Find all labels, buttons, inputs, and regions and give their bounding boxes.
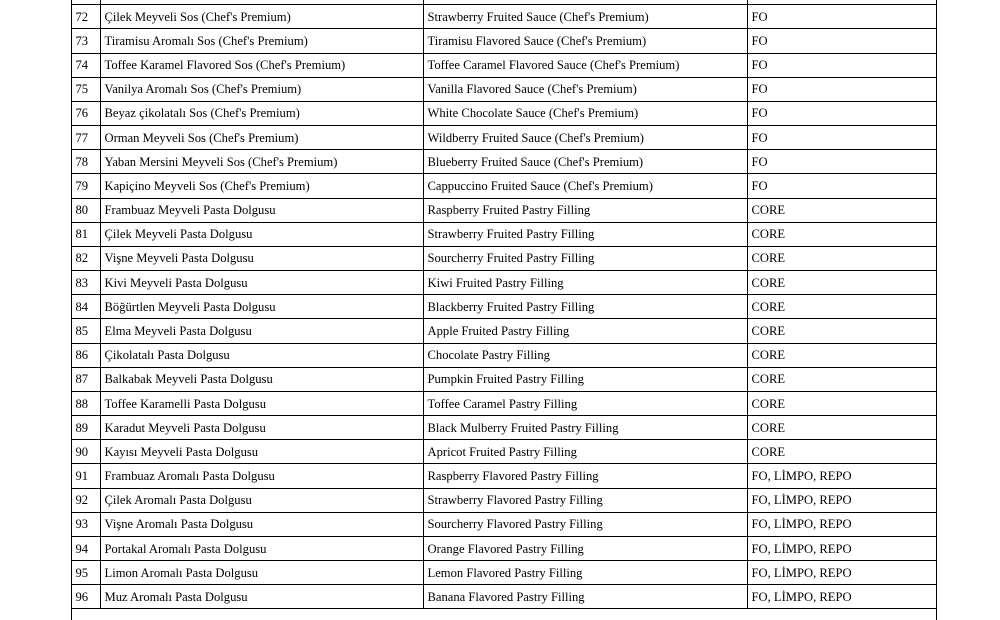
- row-number-cell: 74: [71, 53, 100, 77]
- product-table: [71, 0, 937, 609]
- row-number-cell: 78: [71, 150, 100, 174]
- table-row: [71, 150, 937, 174]
- english-name-cell: Banana Flavored Pastry Filling: [423, 585, 747, 609]
- row-number-cell: 90: [71, 440, 100, 464]
- table-row: [71, 319, 937, 343]
- table-row: [71, 271, 937, 295]
- category-code-cell: CORE: [747, 222, 937, 246]
- table-row: [71, 198, 937, 222]
- category-code-cell: CORE: [747, 198, 937, 222]
- category-code-cell: FO: [747, 150, 937, 174]
- english-name-cell: Toffee Caramel Flavored Sauce (Chef's Premium): [423, 53, 747, 77]
- english-name-cell: Apple Fruited Pastry Filling: [423, 319, 747, 343]
- english-name-cell: Wildberry Fruited Sauce (Chef's Premium): [423, 126, 747, 150]
- document-page: [71, 0, 937, 620]
- turkish-name-cell: Frambuaz Meyveli Pasta Dolgusu: [100, 198, 423, 222]
- category-code-cell: FO: [747, 101, 937, 125]
- turkish-name-cell: Toffee Karamel Flavored Sos (Chef's Premium): [100, 53, 423, 77]
- row-number-cell: 82: [71, 246, 100, 270]
- table-row: [71, 488, 937, 512]
- english-name-cell: Strawberry Fruited Pastry Filling: [423, 222, 747, 246]
- turkish-name-cell: Limon Aromalı Pasta Dolgusu: [100, 561, 423, 585]
- turkish-name-cell: Vanilya Aromalı Sos (Chef's Premium): [100, 77, 423, 101]
- table-row: [71, 585, 937, 609]
- table-row: [71, 126, 937, 150]
- english-name-cell: Black Mulberry Fruited Pastry Filling: [423, 416, 747, 440]
- row-number-cell: 93: [71, 512, 100, 536]
- turkish-name-cell: Balkabak Meyveli Pasta Dolgusu: [100, 367, 423, 391]
- table-row: [71, 222, 937, 246]
- turkish-name-cell: Muz Aromalı Pasta Dolgusu: [100, 585, 423, 609]
- table-row: [71, 295, 937, 319]
- category-code-cell: CORE: [747, 246, 937, 270]
- english-name-cell: Sourcherry Fruited Pastry Filling: [423, 246, 747, 270]
- turkish-name-cell: Elma Meyveli Pasta Dolgusu: [100, 319, 423, 343]
- turkish-name-cell: Yaban Mersini Meyveli Sos (Chef's Premium): [100, 150, 423, 174]
- table-row: [71, 464, 937, 488]
- table-row: [71, 101, 937, 125]
- table-row: [71, 29, 937, 53]
- english-name-cell: Toffee Caramel Pastry Filling: [423, 391, 747, 415]
- category-code-cell: FO: [747, 53, 937, 77]
- row-number-cell: 92: [71, 488, 100, 512]
- category-code-cell: FO: [747, 5, 937, 29]
- turkish-name-cell: Toffee Karamelli Pasta Dolgusu: [100, 391, 423, 415]
- row-number-cell: 75: [71, 77, 100, 101]
- table-row: [71, 77, 937, 101]
- row-number-cell: 79: [71, 174, 100, 198]
- category-code-cell: CORE: [747, 416, 937, 440]
- english-name-cell: Strawberry Flavored Pastry Filling: [423, 488, 747, 512]
- category-code-cell: FO, LİMPO, REPO: [747, 585, 937, 609]
- table-row: [71, 440, 937, 464]
- turkish-name-cell: Çikolatalı Pasta Dolgusu: [100, 343, 423, 367]
- english-name-cell: Lemon Flavored Pastry Filling: [423, 561, 747, 585]
- english-name-cell: Orange Flavored Pastry Filling: [423, 536, 747, 560]
- table-row: [71, 367, 937, 391]
- english-name-cell: Kiwi Fruited Pastry Filling: [423, 271, 747, 295]
- category-code-cell: FO, LİMPO, REPO: [747, 512, 937, 536]
- turkish-name-cell: Orman Meyveli Sos (Chef's Premium): [100, 126, 423, 150]
- turkish-name-cell: Kivi Meyveli Pasta Dolgusu: [100, 271, 423, 295]
- turkish-name-cell: Böğürtlen Meyveli Pasta Dolgusu: [100, 295, 423, 319]
- turkish-name-cell: Kapiçino Meyveli Sos (Chef's Premium): [100, 174, 423, 198]
- category-code-cell: FO: [747, 29, 937, 53]
- turkish-name-cell: Çilek Meyveli Pasta Dolgusu: [100, 222, 423, 246]
- category-code-cell: CORE: [747, 440, 937, 464]
- row-number-cell: 91: [71, 464, 100, 488]
- english-name-cell: Vanilla Flavored Sauce (Chef's Premium): [423, 77, 747, 101]
- row-number-cell: 77: [71, 126, 100, 150]
- english-name-cell: Cappuccino Fruited Sauce (Chef's Premium): [423, 174, 747, 198]
- english-name-cell: Apricot Fruited Pastry Filling: [423, 440, 747, 464]
- row-number-cell: 95: [71, 561, 100, 585]
- category-code-cell: CORE: [747, 343, 937, 367]
- turkish-name-cell: Kayısı Meyveli Pasta Dolgusu: [100, 440, 423, 464]
- row-number-cell: 72: [71, 5, 100, 29]
- table-row: [71, 391, 937, 415]
- table-row: [71, 53, 937, 77]
- row-number-cell: 80: [71, 198, 100, 222]
- table-row: [71, 246, 937, 270]
- english-name-cell: Pumpkin Fruited Pastry Filling: [423, 367, 747, 391]
- row-number-cell: 88: [71, 391, 100, 415]
- table-row: [71, 416, 937, 440]
- english-name-cell: Tiramisu Flavored Sauce (Chef's Premium): [423, 29, 747, 53]
- row-number-cell: 73: [71, 29, 100, 53]
- english-name-cell: Strawberry Fruited Sauce (Chef's Premium): [423, 5, 747, 29]
- turkish-name-cell: Çilek Aromalı Pasta Dolgusu: [100, 488, 423, 512]
- category-code-cell: FO, LİMPO, REPO: [747, 464, 937, 488]
- turkish-name-cell: Portakal Aromalı Pasta Dolgusu: [100, 536, 423, 560]
- english-name-cell: Raspberry Fruited Pastry Filling: [423, 198, 747, 222]
- english-name-cell: Raspberry Flavored Pastry Filling: [423, 464, 747, 488]
- category-code-cell: FO: [747, 77, 937, 101]
- row-number-cell: 84: [71, 295, 100, 319]
- english-name-cell: Blueberry Fruited Sauce (Chef's Premium): [423, 150, 747, 174]
- turkish-name-cell: Vişne Meyveli Pasta Dolgusu: [100, 246, 423, 270]
- row-number-cell: 83: [71, 271, 100, 295]
- table-row: [71, 5, 937, 29]
- row-number-cell: 89: [71, 416, 100, 440]
- category-code-cell: CORE: [747, 367, 937, 391]
- table-row: [71, 512, 937, 536]
- turkish-name-cell: Tiramisu Aromalı Sos (Chef's Premium): [100, 29, 423, 53]
- turkish-name-cell: Frambuaz Aromalı Pasta Dolgusu: [100, 464, 423, 488]
- turkish-name-cell: Karadut Meyveli Pasta Dolgusu: [100, 416, 423, 440]
- row-number-cell: 86: [71, 343, 100, 367]
- english-name-cell: Sourcherry Flavored Pastry Filling: [423, 512, 747, 536]
- turkish-name-cell: Vişne Aromalı Pasta Dolgusu: [100, 512, 423, 536]
- row-number-cell: 96: [71, 585, 100, 609]
- english-name-cell: Chocolate Pastry Filling: [423, 343, 747, 367]
- category-code-cell: FO: [747, 174, 937, 198]
- table-row: [71, 561, 937, 585]
- category-code-cell: FO: [747, 126, 937, 150]
- category-code-cell: FO, LİMPO, REPO: [747, 536, 937, 560]
- row-number-cell: 85: [71, 319, 100, 343]
- turkish-name-cell: Çilek Meyveli Sos (Chef's Premium): [100, 5, 423, 29]
- category-code-cell: CORE: [747, 271, 937, 295]
- category-code-cell: FO, LİMPO, REPO: [747, 561, 937, 585]
- category-code-cell: CORE: [747, 391, 937, 415]
- row-number-cell: 94: [71, 536, 100, 560]
- english-name-cell: White Chocolate Sauce (Chef's Premium): [423, 101, 747, 125]
- row-number-cell: 87: [71, 367, 100, 391]
- category-code-cell: FO, LİMPO, REPO: [747, 488, 937, 512]
- category-code-cell: CORE: [747, 319, 937, 343]
- english-name-cell: Blackberry Fruited Pastry Filling: [423, 295, 747, 319]
- table-row: [71, 174, 937, 198]
- row-number-cell: 76: [71, 101, 100, 125]
- product-table-body: [71, 0, 937, 609]
- row-number-cell: 81: [71, 222, 100, 246]
- category-code-cell: CORE: [747, 295, 937, 319]
- table-row: [71, 343, 937, 367]
- turkish-name-cell: Beyaz çikolatalı Sos (Chef's Premium): [100, 101, 423, 125]
- table-row: [71, 536, 937, 560]
